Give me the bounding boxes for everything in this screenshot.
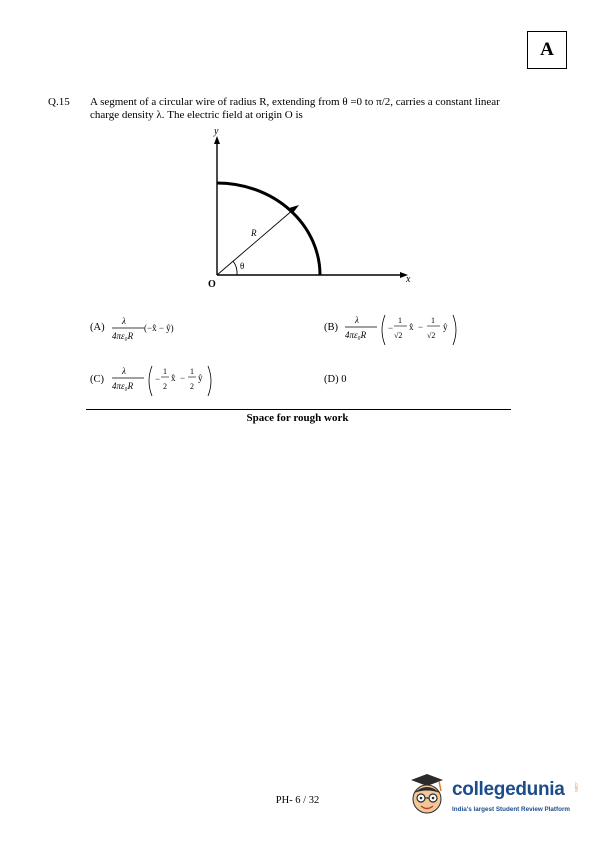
question-text	[90, 96, 560, 122]
y-axis-label: y	[214, 126, 219, 137]
option-c-label: (C)	[90, 374, 104, 385]
svg-text:1: 1	[163, 367, 167, 376]
svg-text:x̂: x̂	[409, 322, 414, 332]
svg-text:−: −	[155, 374, 161, 384]
option-d-value: 0	[341, 374, 347, 385]
option-d	[324, 374, 346, 385]
option-a-vector: (−x̂ − ŷ)	[144, 323, 174, 333]
option-b-label: (B)	[324, 322, 338, 333]
svg-text:1: 1	[431, 316, 435, 325]
option-d-label: (D)	[324, 374, 339, 385]
svg-text:ŷ: ŷ	[443, 322, 448, 332]
option-c-vector: (−1/2 x̂ − 1/2 ŷ)	[110, 364, 117, 365]
svg-text:1: 1	[398, 316, 402, 325]
question-line-2: charge density λ. The electric field at origin O is	[90, 109, 303, 121]
set-label-box	[527, 31, 567, 69]
angle-arc	[233, 261, 237, 275]
option-c-close-paren	[208, 366, 211, 396]
svg-text:x̂: x̂	[171, 373, 176, 383]
option-c-denominator: 4πε₀R	[112, 381, 134, 391]
svg-text:2: 2	[163, 382, 167, 391]
question-line-1: A segment of a circular wire of radius R, extending from θ =0 to π/2, carries a constant linear	[90, 96, 500, 108]
option-a-expression	[110, 314, 210, 346]
quarter-circle-figure	[203, 124, 418, 294]
option-a-denominator: 4πε₀R	[112, 331, 134, 341]
set-label: A	[540, 39, 554, 60]
svg-text:√2: √2	[427, 331, 436, 340]
page-number: PH- 6 / 32	[275, 795, 320, 806]
collegedunia-mascot-icon	[405, 771, 455, 821]
svg-text:2: 2	[190, 382, 194, 391]
svg-text:−: −	[180, 373, 186, 383]
question-number: Q.15	[48, 96, 70, 108]
svg-text:√2: √2	[394, 331, 403, 340]
svg-text:−: −	[388, 323, 394, 333]
option-c-numerator: λ	[122, 366, 126, 376]
radius-line	[217, 209, 294, 275]
brand-suffix: .com	[574, 782, 579, 792]
svg-text:ŷ: ŷ	[198, 373, 203, 383]
option-b-expression	[343, 313, 468, 349]
rough-work-divider	[86, 409, 511, 410]
svg-text:1: 1	[190, 367, 194, 376]
svg-text:−: −	[418, 322, 424, 332]
option-b-open-paren	[382, 315, 385, 345]
angle-label: θ	[240, 261, 245, 271]
rough-work-heading: Space for rough work	[246, 412, 349, 424]
radius-label: R	[251, 228, 257, 238]
y-axis-arrow	[214, 136, 220, 144]
option-b-denominator: 4πε₀R	[345, 330, 367, 340]
brand-name: collegedunia	[452, 779, 565, 800]
origin-label: O	[208, 279, 216, 290]
option-a-label: (A)	[90, 322, 105, 333]
option-b-vector: (−1/√2 x̂ − 1/√2 ŷ)	[343, 313, 351, 314]
option-a-numerator: λ	[122, 316, 126, 326]
brand-tagline: India's largest Student Review Platform	[452, 806, 571, 813]
option-b-close-paren	[453, 315, 456, 345]
option-c-open-paren	[149, 366, 152, 396]
x-axis-label: x	[406, 274, 411, 285]
option-c-expression	[110, 364, 220, 400]
option-b-numerator: λ	[355, 315, 359, 325]
